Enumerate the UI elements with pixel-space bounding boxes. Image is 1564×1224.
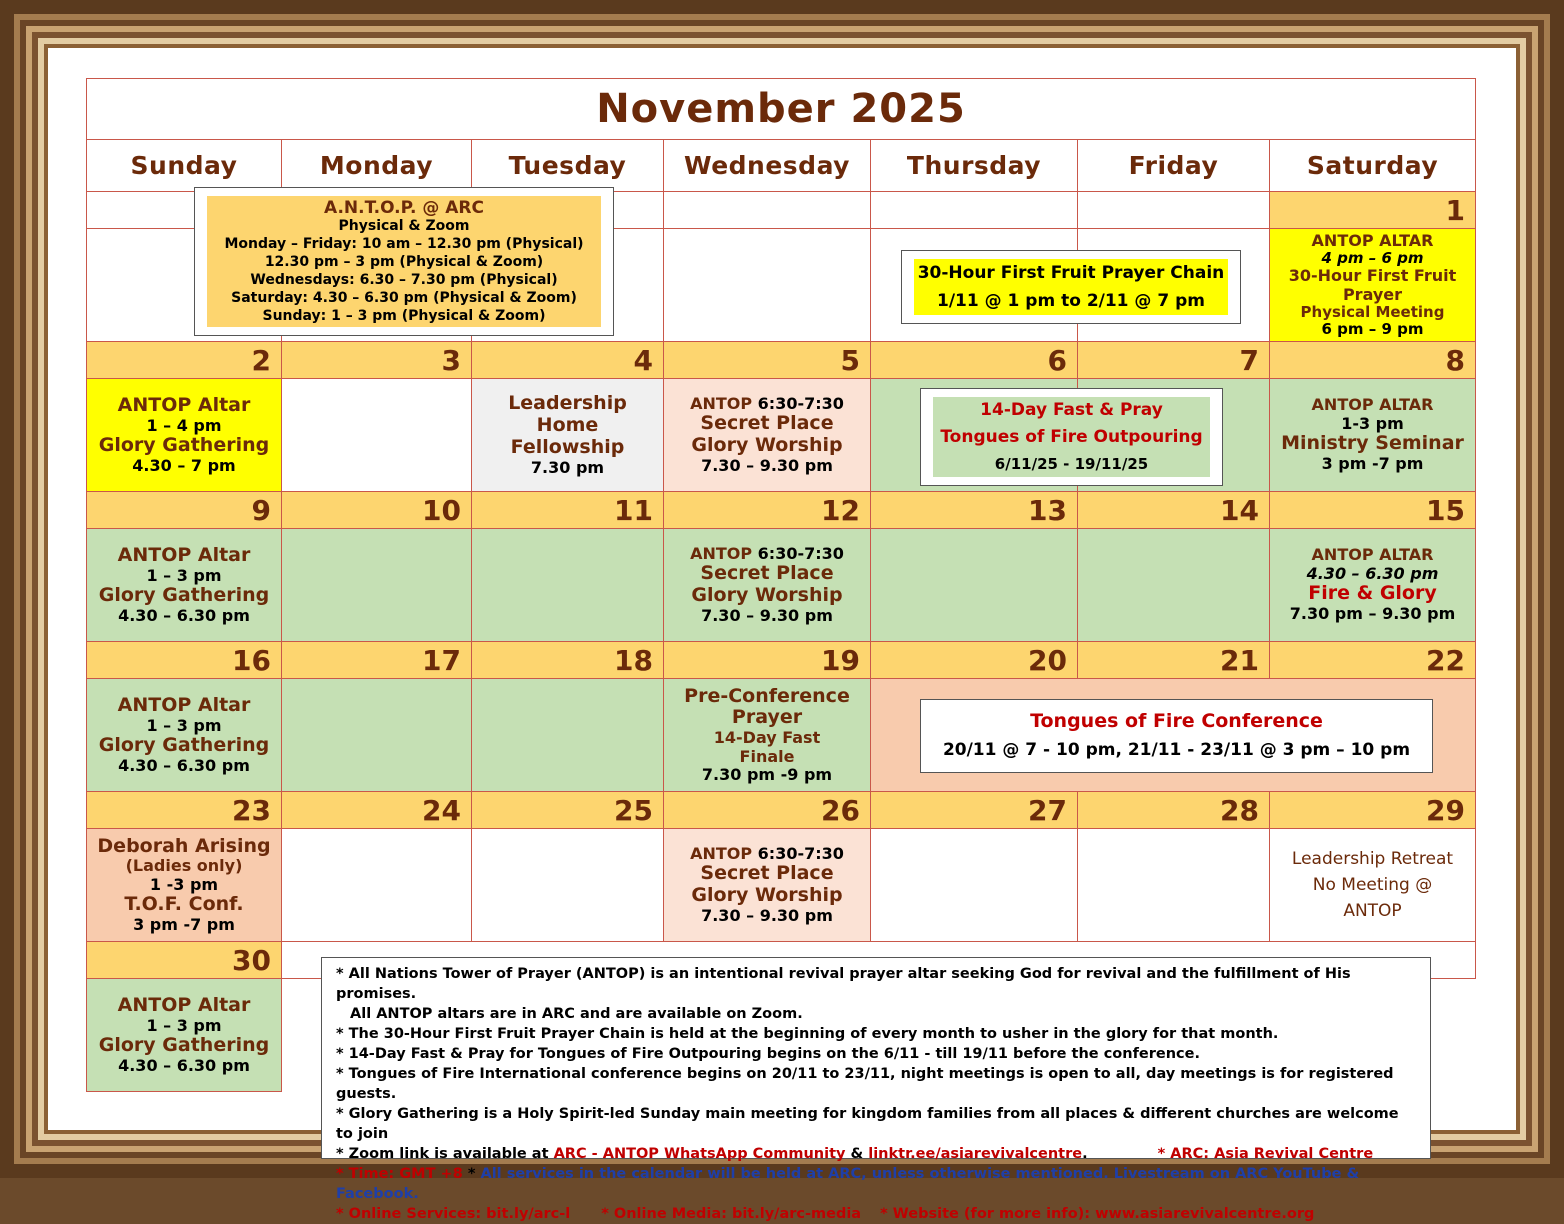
event-tue-4[interactable]	[472, 379, 664, 492]
event-time: 4.30 – 6.30 pm	[118, 605, 250, 625]
event-title: ANTOP Altar	[117, 993, 251, 1016]
prayer-chain-box[interactable]	[901, 250, 1241, 324]
fast-title: 14-Day Fast & Pray	[980, 399, 1163, 420]
note-line: * Tongues of Fire International conference begins on 20/11 to 23/11, night meetings is open to all, day meetings is for registered guests.	[336, 1066, 1394, 1102]
note-text: *	[462, 1166, 481, 1182]
day-cell	[282, 829, 472, 942]
note-line	[336, 1164, 1416, 1204]
conference-dates: 20/11 @ 7 - 10 pm, 21/11 - 23/11 @ 3 pm – 10 pm	[942, 740, 1411, 760]
event-time: 7.30 – 9.30 pm	[701, 605, 833, 625]
date-25: 25	[472, 792, 664, 829]
date-26: 26	[664, 792, 871, 829]
event-time: 7.30 pm – 9.30 pm	[1289, 604, 1456, 624]
event-sun-9[interactable]	[86, 529, 282, 642]
day-header-thursday: Thursday	[871, 140, 1078, 192]
event-time: 6:30-7:30	[757, 543, 844, 563]
location-note: All services in the calendar will be held at ARC, unless otherwise mentioned. Livestream on ARC YouTube & Facebook.	[336, 1166, 1360, 1202]
event-title: Leadership Retreat	[1291, 849, 1454, 869]
date-4: 4	[472, 342, 664, 379]
date-20: 20	[871, 642, 1078, 679]
date-14: 14	[1078, 492, 1270, 529]
note-line: All ANTOP altars are in ARC and are available on Zoom.	[350, 1006, 803, 1022]
day-cell	[1078, 829, 1270, 942]
event-title: 30-Hour First Fruit Prayer	[1288, 266, 1457, 304]
event-title: Pre-Conference Prayer	[684, 684, 850, 729]
event-sun-23[interactable]	[86, 829, 282, 942]
event-subtitle: (Ladies only)	[125, 856, 243, 876]
date-empty	[664, 192, 871, 229]
calendar-grid	[86, 78, 1476, 1092]
antop-box-line: Physical & Zoom	[338, 217, 470, 234]
event-sun-2[interactable]	[86, 379, 282, 492]
event-time: 7.30 pm -9 pm	[701, 765, 833, 785]
event-subtitle: Physical Meeting	[1300, 302, 1445, 321]
event-time: 1 – 4 pm	[146, 415, 222, 435]
day-cell	[472, 829, 664, 942]
date-29: 29	[1270, 792, 1476, 829]
date-12: 12	[664, 492, 871, 529]
day-cell	[472, 529, 664, 642]
event-title: ANTOP ALTAR	[1311, 545, 1434, 565]
event-title: ANTOP ALTAR	[1311, 395, 1434, 415]
event-wed-19[interactable]	[664, 679, 871, 792]
day-cell	[282, 379, 472, 492]
note-text: * Zoom link is available at	[336, 1146, 554, 1162]
event-label: ANTOP	[690, 843, 753, 863]
whatsapp-link[interactable]: ARC - ANTOP WhatsApp Community	[553, 1146, 846, 1162]
date-15: 15	[1270, 492, 1476, 529]
event-time: 4 pm – 6 pm	[1321, 248, 1424, 267]
event-title: Ministry Seminar	[1281, 432, 1464, 455]
note-text: &	[845, 1146, 869, 1162]
date-24: 24	[282, 792, 472, 829]
time-note: * Time: GMT +8	[336, 1166, 463, 1182]
event-title: Glory Gathering	[98, 734, 270, 756]
event-time: 4.30 – 6.30 pm	[118, 1055, 250, 1075]
event-subtitle: 14-Day Fast Finale	[713, 728, 821, 766]
event-title: Glory Gathering	[98, 1034, 270, 1056]
event-sat-1[interactable]	[1270, 229, 1476, 342]
date-18: 18	[472, 642, 664, 679]
calendar-title: November 2025	[86, 78, 1476, 140]
event-title: ANTOP Altar	[117, 693, 251, 716]
event-label: ANTOP	[690, 393, 753, 413]
date-13: 13	[871, 492, 1078, 529]
event-time: 4.30 – 6.30 pm	[118, 755, 250, 775]
event-sat-8[interactable]	[1270, 379, 1476, 492]
date-6: 6	[871, 342, 1078, 379]
prayer-chain-dates: 1/11 @ 1 pm to 2/11 @ 7 pm	[937, 291, 1205, 311]
event-time: 6 pm – 9 pm	[1321, 320, 1424, 339]
date-17: 17	[282, 642, 472, 679]
event-time: 1-3 pm	[1341, 413, 1404, 433]
note-line: * The 30-Hour First Fruit Prayer Chain is held at the beginning of every month to usher in the glory for that month.	[336, 1026, 1279, 1042]
day-cell	[871, 529, 1078, 642]
event-wed-5[interactable]	[664, 379, 871, 492]
day-header-friday: Friday	[1078, 140, 1270, 192]
date-5: 5	[664, 342, 871, 379]
antop-box-line: Wednesdays: 6.30 – 7.30 pm (Physical)	[250, 271, 558, 288]
event-sun-16[interactable]	[86, 679, 282, 792]
antop-box-line: 12.30 pm – 3 pm (Physical & Zoom)	[264, 253, 544, 270]
website-link[interactable]: * Website (for more info): www.asiarevivalcentre.org	[880, 1206, 1315, 1222]
day-cell	[871, 829, 1078, 942]
event-title: Fire & Glory	[1308, 582, 1437, 605]
event-time: 1 – 3 pm	[146, 1015, 222, 1035]
antop-box-line: Sunday: 1 – 3 pm (Physical & Zoom)	[262, 307, 546, 324]
fast-pray-box[interactable]	[920, 388, 1223, 486]
day-header-tuesday: Tuesday	[472, 140, 664, 192]
event-title: Leadership Home Fellowship	[508, 392, 627, 458]
event-title: Glory Worship	[691, 434, 843, 456]
note-text: .	[1082, 1146, 1088, 1162]
note-line	[336, 1144, 1416, 1164]
day-header-wednesday: Wednesday	[664, 140, 871, 192]
day-cell	[472, 679, 664, 792]
date-22: 22	[1270, 642, 1476, 679]
event-title: Glory Worship	[691, 584, 843, 606]
date-21: 21	[1078, 642, 1270, 679]
conference-box[interactable]	[920, 699, 1433, 773]
event-time: 6:30-7:30	[757, 393, 844, 413]
online-media-link[interactable]: * Online Media: bit.ly/arc-media	[601, 1206, 862, 1222]
event-title: Secret Place	[700, 412, 834, 435]
notes-box	[321, 957, 1431, 1222]
date-empty	[1078, 192, 1270, 229]
event-subtitle: ANTOP	[1343, 901, 1402, 921]
date-2: 2	[86, 342, 282, 379]
day-header-sunday: Sunday	[86, 140, 282, 192]
online-services-link[interactable]: * Online Services: bit.ly/arc-l	[336, 1206, 571, 1222]
event-title: T.O.F. Conf.	[124, 893, 244, 916]
day-cell	[282, 529, 472, 642]
note-line: * 14-Day Fast & Pray for Tongues of Fire Outpouring begins on the 6/11 - till 19/11 before the conference.	[336, 1046, 1200, 1062]
antop-box-line: Monday – Friday: 10 am – 12.30 pm (Physical)	[224, 235, 584, 252]
event-sun-30[interactable]	[86, 979, 282, 1092]
event-title: ANTOP Altar	[117, 393, 251, 416]
event-title: Secret Place	[700, 562, 834, 585]
date-23: 23	[86, 792, 282, 829]
date-3: 3	[282, 342, 472, 379]
note-line: * All Nations Tower of Prayer (ANTOP) is an intentional revival prayer altar seeking God for revival and the fulfillment of His promises.	[336, 966, 1351, 1002]
date-16: 16	[86, 642, 282, 679]
event-title: Secret Place	[700, 862, 834, 885]
event-time: 4.30 – 6.30 pm	[1306, 563, 1439, 583]
event-subtitle: No Meeting @	[1312, 875, 1433, 895]
day-cell	[664, 229, 871, 342]
event-time: 1 – 3 pm	[146, 715, 222, 735]
event-wed-12[interactable]	[664, 529, 871, 642]
date-10: 10	[282, 492, 472, 529]
day-header-saturday: Saturday	[1270, 140, 1476, 192]
event-title: ANTOP Altar	[117, 543, 251, 566]
note-line	[336, 1204, 1416, 1224]
date-empty	[871, 192, 1078, 229]
event-time: 7.30 – 9.30 pm	[701, 905, 833, 925]
event-time: 3 pm -7 pm	[1321, 454, 1424, 474]
event-sat-15[interactable]	[1270, 529, 1476, 642]
date-30: 30	[86, 942, 282, 979]
date-19: 19	[664, 642, 871, 679]
event-title: ANTOP ALTAR	[1311, 230, 1434, 250]
event-title: Deborah Arising	[97, 834, 271, 857]
prayer-chain-title: 30-Hour First Fruit Prayer Chain	[917, 263, 1225, 283]
date-8: 8	[1270, 342, 1476, 379]
linktree-link[interactable]: linktr.ee/asiarevivalcentre	[868, 1146, 1083, 1162]
event-time: 1 -3 pm	[149, 874, 219, 894]
arc-note: * ARC: Asia Revival Centre	[1157, 1146, 1374, 1162]
event-time: 6:30-7:30	[757, 843, 844, 863]
event-time: 1 – 3 pm	[146, 565, 222, 585]
conference-title: Tongues of Fire Conference	[1030, 710, 1323, 732]
date-28: 28	[1078, 792, 1270, 829]
date-27: 27	[871, 792, 1078, 829]
fast-subtitle: Tongues of Fire Outpouring	[940, 426, 1203, 447]
date-9: 9	[86, 492, 282, 529]
antop-schedule-box[interactable]	[194, 187, 614, 336]
event-title: Glory Gathering	[98, 434, 270, 456]
antop-box-line: Saturday: 4.30 – 6.30 pm (Physical & Zoom)	[231, 289, 577, 306]
note-line: * Glory Gathering is a Holy Spirit-led Sunday main meeting for kingdom families from all places & different churches are welcome to join	[336, 1106, 1399, 1142]
day-header-monday: Monday	[282, 140, 472, 192]
date-1: 1	[1270, 192, 1476, 229]
event-time: 7.30 pm	[530, 457, 605, 477]
fast-dates: 6/11/25 - 19/11/25	[994, 454, 1149, 473]
day-cell	[282, 679, 472, 792]
event-label: ANTOP	[690, 543, 753, 563]
event-wed-26[interactable]	[664, 829, 871, 942]
event-time: 7.30 – 9.30 pm	[701, 455, 833, 475]
event-title: Glory Gathering	[98, 584, 270, 606]
event-title: Glory Worship	[691, 884, 843, 906]
event-time: 3 pm -7 pm	[133, 915, 235, 935]
antop-box-title: A.N.T.O.P. @ ARC	[324, 197, 484, 218]
event-time: 4.30 – 7 pm	[132, 455, 236, 475]
event-sat-29[interactable]	[1270, 829, 1476, 942]
day-cell	[1078, 529, 1270, 642]
date-11: 11	[472, 492, 664, 529]
date-7: 7	[1078, 342, 1270, 379]
